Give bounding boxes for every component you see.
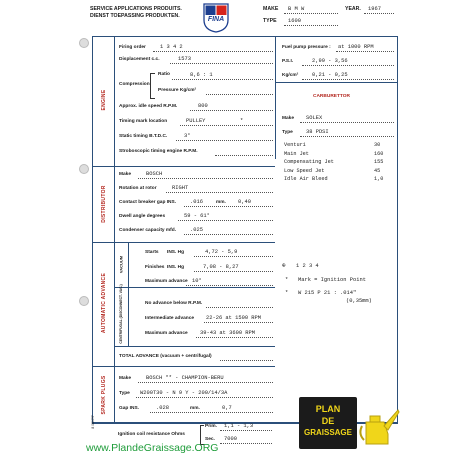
total-advance-label: TOTAL ADVANCE (vacuum + centrifugal) bbox=[119, 354, 212, 359]
contact-gap-label: Contact breaker gap INS. bbox=[119, 200, 177, 205]
section-label-spark-plugs: SPARK PLUGS bbox=[101, 375, 107, 415]
prim-label: Prim. bbox=[205, 424, 217, 429]
carb-type-label: Type bbox=[282, 130, 293, 135]
firing-order-value: 1 3 4 2 bbox=[160, 44, 183, 50]
plug-make-label: Make bbox=[119, 376, 131, 381]
type-value: 1600 bbox=[288, 18, 301, 24]
vac-finishes-value: 7,08 - 8,27 bbox=[203, 264, 239, 270]
oil-can-icon bbox=[358, 404, 400, 448]
table-row: Idle Air Bleed 1,0 bbox=[284, 176, 384, 183]
badge-line-3: GRAISSAGE bbox=[303, 428, 352, 437]
contact-gap-mm-value: 0,40 bbox=[238, 199, 251, 205]
vac-max-value: 10° bbox=[192, 278, 202, 284]
plug-gap-mm-value: 0,7 bbox=[222, 405, 232, 411]
cent-max-value: 39-43 at 3600 RPM bbox=[200, 330, 255, 336]
header-line-2: DIENST TOEPASSING PRODUKTEN. bbox=[90, 13, 180, 19]
year-value: 1967 bbox=[368, 6, 381, 12]
vac-finishes-label: Finishes bbox=[145, 265, 165, 270]
pressure-label: Pressure Kg/cm² bbox=[158, 88, 197, 93]
table-row: Low Speed Jet 45 bbox=[284, 167, 381, 174]
timing-mark-star: * bbox=[240, 118, 244, 124]
static-timing-value: 3° bbox=[184, 133, 191, 139]
fina-logo-text: FINA bbox=[207, 16, 225, 23]
timing-mark-value: PULLEY bbox=[186, 118, 206, 124]
kgcm-label: Kg/cm² bbox=[282, 73, 299, 78]
vac-max-label: Maximum advance bbox=[145, 279, 188, 284]
plug-type-label: Type bbox=[119, 391, 130, 396]
plan-de-graissage-badge bbox=[299, 397, 357, 449]
psi-value: 2,99 - 3,56 bbox=[312, 58, 348, 64]
type-label: TYPE bbox=[263, 18, 277, 24]
carb-make-label: Make bbox=[282, 116, 294, 121]
vac-finishes-unit: INS. Hg bbox=[167, 265, 185, 270]
timing-mark-label: Timing mark location bbox=[119, 119, 168, 124]
condenser-label: Condenser capacity mfd. bbox=[119, 228, 177, 233]
vacuum-label: VACUUM bbox=[118, 255, 124, 274]
table-row: Compensating Jet 155 bbox=[284, 159, 384, 166]
vac-starts-unit: INS. Hg bbox=[167, 250, 185, 255]
vac-starts-value: 4,72 - 5,9 bbox=[205, 249, 238, 255]
carb-make-value: SOLEX bbox=[306, 115, 323, 121]
spec-note-text: W 215 P 21 : .014" bbox=[298, 290, 357, 296]
contact-gap-value: .016 bbox=[190, 199, 203, 205]
sec-value: 7000 bbox=[224, 436, 237, 442]
firing-position-icon: ⊕ bbox=[282, 262, 286, 269]
section-label-engine: ENGINE bbox=[101, 89, 107, 111]
psi-label: P.S.I. bbox=[282, 59, 294, 64]
prim-value: 1,1 - 1,3 bbox=[224, 423, 254, 429]
firing-order-label: Firing order bbox=[119, 45, 146, 50]
carburettor-jets-table bbox=[284, 141, 383, 184]
dwell-value: 59 - 61° bbox=[184, 213, 210, 219]
table-row: Venturi 30 bbox=[284, 142, 381, 148]
plug-type-value: W200T30 - N 9 Y - 200/14/3A bbox=[140, 390, 228, 396]
year-label: YEAR. bbox=[345, 6, 361, 12]
fuel-pump-label: Fuel pump pressure : bbox=[282, 45, 331, 50]
binder-hole bbox=[79, 38, 89, 48]
kgcm-value: 0,21 - 0,25 bbox=[312, 72, 348, 78]
no-advance-label: No advance below R.P.M. bbox=[145, 301, 203, 306]
plug-gap-mm-label: mm. bbox=[190, 406, 200, 411]
cent-max-label: Maximum advance bbox=[145, 331, 188, 336]
contact-gap-mm-label: mm. bbox=[216, 200, 226, 205]
plug-make-value: BOSCH ** - CHAMPION-BERU bbox=[146, 375, 224, 381]
make-label: MAKE bbox=[263, 6, 279, 12]
form-code: 8 0807/7 bbox=[91, 415, 95, 429]
firing-numbers: 1 2 3 4 bbox=[296, 263, 319, 269]
static-timing-label: Static timing B.T.D.C. bbox=[119, 134, 168, 139]
plug-gap-label: Gap INS. bbox=[119, 406, 139, 411]
header-line-1: SERVICE APPLICATIONS PRODUITS. bbox=[90, 6, 182, 12]
vac-starts-label: Starts bbox=[145, 250, 159, 255]
spec-note-sub: (0,35mm) bbox=[346, 298, 372, 304]
dist-make-label: Make bbox=[119, 172, 131, 177]
displacement-value: 1573 bbox=[178, 56, 191, 62]
spec-note-star: * bbox=[285, 290, 289, 296]
mark-note-star: * bbox=[285, 277, 289, 283]
stroboscopic-label: Stroboscopic timing engine R.P.M. bbox=[119, 149, 198, 154]
intermediate-value: 22-26 at 1500 RPM bbox=[206, 315, 261, 321]
watermark-text: www.PlandeGraissage.ORG bbox=[86, 442, 219, 454]
condenser-value: .025 bbox=[190, 227, 203, 233]
carb-type-value: 38 PDSI bbox=[306, 129, 329, 135]
carburettor-title: CARBURETTOR bbox=[313, 94, 350, 99]
make-value: B M W bbox=[288, 6, 305, 12]
intermediate-label: Intermediate advance bbox=[145, 316, 195, 321]
fina-logo bbox=[203, 3, 229, 33]
ignition-coil-label: Ignition coil resistance Ohms bbox=[118, 432, 185, 437]
idle-speed-label: Approx. idle speed R.P.M. bbox=[119, 104, 178, 109]
table-row: Main Jet 160 bbox=[284, 150, 384, 157]
rotation-value: RIGHT bbox=[172, 185, 189, 191]
dist-make-value: BOSCH bbox=[146, 171, 163, 177]
section-label-automatic-advance: AUTOMATIC ADVANCE bbox=[101, 272, 107, 334]
ratio-label: Ratio bbox=[158, 72, 170, 77]
badge-line-1: PLAN bbox=[315, 404, 341, 414]
centrifugal-label: CENTRIFUGAL (DISCONNECT. VAC.) bbox=[119, 284, 123, 344]
badge-line-2: DE bbox=[321, 416, 335, 426]
sec-label: Sec. bbox=[205, 437, 215, 442]
dwell-label: Dwell angle degrees bbox=[119, 214, 166, 219]
binder-hole bbox=[79, 164, 89, 174]
ratio-value: 8,6 : 1 bbox=[190, 72, 213, 78]
fuel-pump-value: at 1000 RPM bbox=[338, 44, 374, 50]
rotation-label: Rotation at rotor bbox=[119, 186, 157, 191]
compression-brace bbox=[150, 73, 155, 99]
idle-speed-value: 800 bbox=[198, 103, 208, 109]
displacement-label: Displacement c.c. bbox=[119, 57, 160, 62]
binder-hole bbox=[79, 296, 89, 306]
compression-label: Compression bbox=[119, 82, 150, 87]
plug-gap-value: .028 bbox=[156, 405, 169, 411]
mark-note-text: Mark = Ignition Point bbox=[298, 277, 366, 283]
section-label-distributor: DISTRIBUTOR bbox=[101, 185, 107, 223]
